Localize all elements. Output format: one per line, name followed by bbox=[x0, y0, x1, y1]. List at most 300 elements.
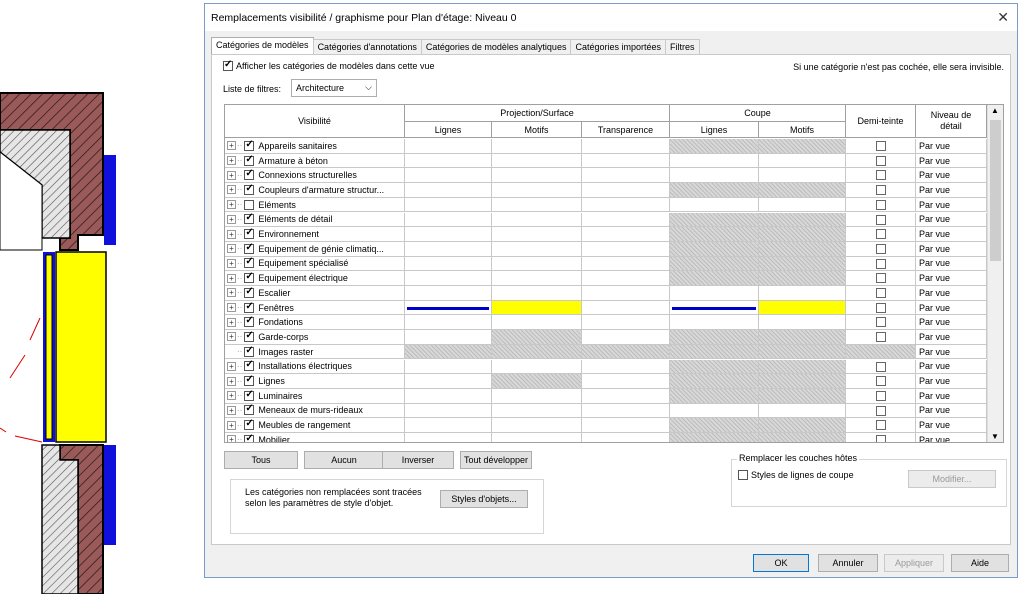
show-model-categories-checkbox[interactable] bbox=[223, 61, 434, 71]
expand-icon[interactable]: + bbox=[227, 215, 236, 224]
tab-imported-categories[interactable]: Catégories importées bbox=[570, 39, 666, 54]
tab-analytical-model-categories[interactable]: Catégories de modèles analytiques bbox=[421, 39, 572, 54]
cell-half[interactable] bbox=[846, 168, 916, 183]
cell-detail[interactable]: Par vue bbox=[916, 345, 987, 360]
visibility-checkbox[interactable] bbox=[244, 303, 254, 313]
header-proj-transparency: Transparence bbox=[582, 122, 670, 138]
cell-name bbox=[225, 139, 405, 154]
cell-cp[interactable] bbox=[759, 389, 846, 404]
expand-icon[interactable]: + bbox=[227, 171, 236, 180]
cell-detail[interactable]: Par vue bbox=[916, 330, 987, 345]
header-visibility[interactable]: Visibilité bbox=[225, 105, 405, 138]
cell-cl[interactable] bbox=[670, 418, 759, 433]
cell-pt[interactable] bbox=[582, 330, 670, 345]
cell-cp[interactable] bbox=[759, 286, 846, 301]
table-row[interactable] bbox=[225, 389, 987, 404]
cell-pt[interactable] bbox=[582, 433, 670, 443]
half-tone-checkbox[interactable] bbox=[876, 406, 886, 416]
visibility-checkbox[interactable] bbox=[244, 391, 254, 401]
half-tone-checkbox[interactable] bbox=[876, 141, 886, 151]
cell-pt[interactable] bbox=[582, 213, 670, 228]
cell-cp[interactable] bbox=[759, 418, 846, 433]
cell-pt[interactable] bbox=[582, 389, 670, 404]
cell-cl[interactable] bbox=[670, 213, 759, 228]
cell-cp[interactable] bbox=[759, 374, 846, 389]
category-name: Installations électriques bbox=[258, 361, 352, 372]
expand-icon[interactable]: + bbox=[227, 200, 236, 209]
table-row[interactable] bbox=[225, 139, 987, 154]
category-name: Luminaires bbox=[258, 390, 303, 401]
tree-connector: ·· bbox=[237, 361, 243, 371]
cell-name bbox=[225, 154, 405, 169]
cell-pp[interactable] bbox=[492, 374, 582, 389]
cell-pt[interactable] bbox=[582, 183, 670, 198]
cell-detail[interactable]: Par vue bbox=[916, 257, 987, 272]
vertical-scrollbar[interactable] bbox=[987, 105, 1003, 442]
visibility-checkbox[interactable] bbox=[244, 317, 254, 327]
cell-name bbox=[225, 404, 405, 419]
all-button[interactable]: Tous bbox=[224, 451, 298, 469]
object-styles-button[interactable]: Styles d'objets... bbox=[440, 490, 528, 508]
cell-half[interactable] bbox=[846, 286, 916, 301]
expand-icon[interactable]: + bbox=[227, 185, 236, 194]
cell-half[interactable] bbox=[846, 404, 916, 419]
cell-pp[interactable] bbox=[492, 139, 582, 154]
cell-cp[interactable] bbox=[759, 360, 846, 375]
cell-pt[interactable] bbox=[582, 301, 670, 316]
cell-cp[interactable] bbox=[759, 183, 846, 198]
table-row[interactable] bbox=[225, 330, 987, 345]
expand-icon[interactable]: + bbox=[227, 332, 236, 341]
category-name: Equipement de génie climatiq... bbox=[258, 243, 384, 254]
cell-cp[interactable] bbox=[759, 301, 846, 316]
cell-cp[interactable] bbox=[759, 154, 846, 169]
expand-icon[interactable]: + bbox=[227, 244, 236, 253]
cell-detail[interactable]: Par vue bbox=[916, 433, 987, 443]
cell-pl[interactable] bbox=[405, 271, 492, 286]
cell-pl[interactable] bbox=[405, 286, 492, 301]
close-icon[interactable]: ✕ bbox=[997, 9, 1009, 25]
hint-text: Si une catégorie n'est pas cochée, elle sera invisible. bbox=[793, 62, 1004, 72]
cell-pp[interactable] bbox=[492, 389, 582, 404]
tree-connector: ·· bbox=[237, 391, 243, 401]
tree-connector: ·· bbox=[237, 376, 243, 386]
cell-detail[interactable]: Par vue bbox=[916, 315, 987, 330]
table-row[interactable] bbox=[225, 360, 987, 375]
cut-line-styles-checkbox[interactable] bbox=[738, 470, 854, 480]
tab-annotation-categories[interactable]: Catégories d'annotations bbox=[313, 39, 422, 54]
cell-detail[interactable]: Par vue bbox=[916, 301, 987, 316]
cell-pl[interactable] bbox=[405, 227, 492, 242]
modify-button[interactable]: Modifier... bbox=[908, 470, 996, 488]
line-override-swatch bbox=[407, 307, 489, 310]
cell-cp[interactable] bbox=[759, 139, 846, 154]
cell-half[interactable] bbox=[846, 374, 916, 389]
table-row[interactable] bbox=[225, 227, 987, 242]
cell-cl[interactable] bbox=[670, 168, 759, 183]
cell-half[interactable] bbox=[846, 389, 916, 404]
table-row[interactable] bbox=[225, 242, 987, 257]
expand-icon[interactable]: + bbox=[227, 421, 236, 430]
half-tone-checkbox[interactable] bbox=[876, 200, 886, 210]
category-name: Eléments bbox=[258, 199, 296, 210]
cell-cl[interactable] bbox=[670, 315, 759, 330]
cell-pt[interactable] bbox=[582, 360, 670, 375]
cell-detail[interactable]: Par vue bbox=[916, 227, 987, 242]
cell-half[interactable] bbox=[846, 433, 916, 443]
table-row[interactable] bbox=[225, 345, 987, 360]
cell-cp[interactable] bbox=[759, 271, 846, 286]
none-button[interactable]: Aucun bbox=[304, 451, 384, 469]
half-tone-checkbox[interactable] bbox=[876, 259, 886, 269]
cell-detail[interactable]: Par vue bbox=[916, 286, 987, 301]
category-name: Images raster bbox=[258, 346, 314, 357]
cell-pl[interactable] bbox=[405, 330, 492, 345]
cell-detail[interactable]: Par vue bbox=[916, 139, 987, 154]
tree-connector: ·· bbox=[237, 317, 243, 327]
visibility-checkbox[interactable] bbox=[244, 229, 254, 239]
header-proj-patterns: Motifs bbox=[492, 122, 582, 138]
expand-icon[interactable]: + bbox=[227, 156, 236, 165]
cell-detail[interactable]: Par vue bbox=[916, 198, 987, 213]
cell-name bbox=[225, 183, 405, 198]
expand-icon[interactable]: + bbox=[227, 141, 236, 150]
cell-cl[interactable] bbox=[670, 345, 759, 360]
cell-cl[interactable] bbox=[670, 389, 759, 404]
visibility-checkbox[interactable] bbox=[244, 376, 254, 386]
visibility-checkbox[interactable] bbox=[244, 156, 254, 166]
cell-detail[interactable]: Par vue bbox=[916, 213, 987, 228]
cell-pl[interactable] bbox=[405, 257, 492, 272]
cell-pl[interactable] bbox=[405, 301, 492, 316]
cell-name bbox=[225, 418, 405, 433]
table-row[interactable] bbox=[225, 198, 987, 213]
visibility-checkbox[interactable] bbox=[244, 288, 254, 298]
nonreplaced-info-box bbox=[230, 479, 544, 534]
expand-icon[interactable]: + bbox=[227, 362, 236, 371]
cell-pt[interactable] bbox=[582, 154, 670, 169]
apply-button[interactable]: Appliquer bbox=[884, 554, 944, 572]
cell-half[interactable] bbox=[846, 418, 916, 433]
cell-half[interactable] bbox=[846, 315, 916, 330]
half-tone-checkbox[interactable] bbox=[876, 376, 886, 386]
cell-cp[interactable] bbox=[759, 257, 846, 272]
cell-pp[interactable] bbox=[492, 345, 582, 360]
half-tone-checkbox[interactable] bbox=[876, 156, 886, 166]
tree-connector: ·· bbox=[237, 288, 243, 298]
cell-pl[interactable] bbox=[405, 183, 492, 198]
cell-pl[interactable] bbox=[405, 154, 492, 169]
scroll-down-icon[interactable]: ▼ bbox=[991, 432, 999, 441]
cell-pp[interactable] bbox=[492, 286, 582, 301]
cell-cl[interactable] bbox=[670, 271, 759, 286]
tree-connector: ·· bbox=[237, 156, 243, 166]
cell-pp[interactable] bbox=[492, 257, 582, 272]
filter-list-dropdown[interactable] bbox=[291, 79, 377, 97]
expand-icon[interactable]: + bbox=[227, 318, 236, 327]
cell-pt[interactable] bbox=[582, 139, 670, 154]
cell-pl[interactable] bbox=[405, 360, 492, 375]
header-cut-patterns: Motifs bbox=[759, 122, 846, 138]
cell-pp[interactable] bbox=[492, 418, 582, 433]
category-name: Appareils sanitaires bbox=[258, 140, 337, 151]
table-row[interactable] bbox=[225, 404, 987, 419]
cell-pt[interactable] bbox=[582, 345, 670, 360]
table-row[interactable] bbox=[225, 168, 987, 183]
half-tone-checkbox[interactable] bbox=[876, 420, 886, 430]
expand-icon[interactable]: + bbox=[227, 391, 236, 400]
expand-icon[interactable]: + bbox=[227, 377, 236, 386]
cell-half[interactable] bbox=[846, 154, 916, 169]
tree-connector: ·· bbox=[237, 435, 243, 443]
cell-pt[interactable] bbox=[582, 227, 670, 242]
cell-cp[interactable] bbox=[759, 168, 846, 183]
cell-half[interactable] bbox=[846, 227, 916, 242]
cell-pl[interactable] bbox=[405, 418, 492, 433]
tab-filters[interactable]: Filtres bbox=[665, 39, 700, 54]
cell-pl[interactable] bbox=[405, 139, 492, 154]
cell-half[interactable] bbox=[846, 139, 916, 154]
half-tone-checkbox[interactable] bbox=[876, 244, 886, 254]
visibility-checkbox[interactable] bbox=[244, 214, 254, 224]
chevron-down-icon: ⌵ bbox=[365, 82, 372, 92]
cell-name bbox=[225, 301, 405, 316]
cell-pl[interactable] bbox=[405, 374, 492, 389]
cell-pt[interactable] bbox=[582, 242, 670, 257]
scroll-up-icon[interactable]: ▲ bbox=[991, 106, 999, 115]
cell-pp[interactable] bbox=[492, 154, 582, 169]
cell-pp[interactable] bbox=[492, 213, 582, 228]
cell-pp[interactable] bbox=[492, 433, 582, 443]
tree-connector: ·· bbox=[237, 405, 243, 415]
cell-pp[interactable] bbox=[492, 198, 582, 213]
cell-detail[interactable]: Par vue bbox=[916, 242, 987, 257]
help-button[interactable]: Aide bbox=[951, 554, 1009, 572]
cell-cl[interactable] bbox=[670, 433, 759, 443]
cell-pl[interactable] bbox=[405, 213, 492, 228]
cell-pl[interactable] bbox=[405, 433, 492, 443]
cell-name bbox=[225, 242, 405, 257]
cell-cl[interactable] bbox=[670, 154, 759, 169]
cell-detail[interactable]: Par vue bbox=[916, 360, 987, 375]
half-tone-checkbox[interactable] bbox=[876, 229, 886, 239]
table-row[interactable] bbox=[225, 213, 987, 228]
cell-detail[interactable]: Par vue bbox=[916, 154, 987, 169]
cell-detail[interactable]: Par vue bbox=[916, 374, 987, 389]
tree-connector: ·· bbox=[237, 185, 243, 195]
half-tone-checkbox[interactable] bbox=[876, 288, 886, 298]
visibility-checkbox[interactable] bbox=[244, 347, 254, 357]
table-row[interactable] bbox=[225, 257, 987, 272]
invert-button[interactable]: Inverser bbox=[382, 451, 454, 469]
cell-pt[interactable] bbox=[582, 168, 670, 183]
tab-panel bbox=[211, 54, 1011, 545]
half-tone-checkbox[interactable] bbox=[876, 435, 886, 443]
cell-half[interactable] bbox=[846, 345, 916, 360]
cell-pt[interactable] bbox=[582, 418, 670, 433]
cell-half[interactable] bbox=[846, 213, 916, 228]
visibility-checkbox[interactable] bbox=[244, 332, 254, 342]
expand-icon[interactable]: + bbox=[227, 288, 236, 297]
ok-button[interactable]: OK bbox=[753, 554, 809, 572]
tree-connector: ·· bbox=[237, 141, 243, 151]
half-tone-checkbox[interactable] bbox=[876, 215, 886, 225]
table-row[interactable] bbox=[225, 433, 987, 443]
cell-cl[interactable] bbox=[670, 301, 759, 316]
table-row[interactable] bbox=[225, 301, 987, 316]
cell-half[interactable] bbox=[846, 271, 916, 286]
cell-detail[interactable]: Par vue bbox=[916, 183, 987, 198]
visibility-checkbox[interactable] bbox=[244, 361, 254, 371]
visibility-checkbox[interactable] bbox=[244, 244, 254, 254]
cell-half[interactable] bbox=[846, 360, 916, 375]
visibility-checkbox[interactable] bbox=[244, 170, 254, 180]
cell-name bbox=[225, 257, 405, 272]
cancel-button[interactable]: Annuler bbox=[818, 554, 878, 572]
category-name: Armature à béton bbox=[258, 155, 328, 166]
visibility-checkbox[interactable] bbox=[244, 185, 254, 195]
cell-pl[interactable] bbox=[405, 168, 492, 183]
cell-detail[interactable]: Par vue bbox=[916, 168, 987, 183]
cell-name bbox=[225, 315, 405, 330]
scroll-thumb[interactable] bbox=[990, 120, 1001, 261]
half-tone-checkbox[interactable] bbox=[876, 303, 886, 313]
cell-pp[interactable] bbox=[492, 183, 582, 198]
cell-cp[interactable] bbox=[759, 345, 846, 360]
cell-pp[interactable] bbox=[492, 315, 582, 330]
expand-icon[interactable]: + bbox=[227, 259, 236, 268]
tree-connector: ·· bbox=[237, 170, 243, 180]
checkbox-icon[interactable] bbox=[223, 61, 233, 71]
category-name: Escalier bbox=[258, 287, 291, 298]
half-tone-checkbox[interactable] bbox=[876, 185, 886, 195]
cell-cl[interactable] bbox=[670, 183, 759, 198]
cell-cl[interactable] bbox=[670, 404, 759, 419]
visibility-checkbox[interactable] bbox=[244, 200, 254, 210]
visibility-checkbox[interactable] bbox=[244, 435, 254, 443]
cell-pt[interactable] bbox=[582, 404, 670, 419]
cell-half[interactable] bbox=[846, 183, 916, 198]
cell-cl[interactable] bbox=[670, 374, 759, 389]
table-row[interactable] bbox=[225, 183, 987, 198]
cell-pp[interactable] bbox=[492, 271, 582, 286]
half-tone-checkbox[interactable] bbox=[876, 317, 886, 327]
tab-bar bbox=[211, 39, 699, 54]
category-name: Meneaux de murs-rideaux bbox=[258, 405, 363, 416]
cell-pl[interactable] bbox=[405, 404, 492, 419]
cell-cl[interactable] bbox=[670, 360, 759, 375]
checkbox-icon[interactable] bbox=[738, 470, 748, 480]
cell-cl[interactable] bbox=[670, 257, 759, 272]
expand-icon[interactable]: + bbox=[227, 230, 236, 239]
cell-name bbox=[225, 227, 405, 242]
tree-connector: ·· bbox=[237, 244, 243, 254]
cell-half[interactable] bbox=[846, 198, 916, 213]
cell-cp[interactable] bbox=[759, 404, 846, 419]
cell-detail[interactable]: Par vue bbox=[916, 389, 987, 404]
cell-pp[interactable] bbox=[492, 301, 582, 316]
expand-all-button[interactable]: Tout développer bbox=[460, 451, 532, 469]
table-row[interactable] bbox=[225, 154, 987, 169]
cell-cp[interactable] bbox=[759, 315, 846, 330]
cell-detail[interactable]: Par vue bbox=[916, 271, 987, 286]
cell-cl[interactable] bbox=[670, 198, 759, 213]
cell-pp[interactable] bbox=[492, 360, 582, 375]
cell-pt[interactable] bbox=[582, 374, 670, 389]
cell-detail[interactable]: Par vue bbox=[916, 404, 987, 419]
half-tone-checkbox[interactable] bbox=[876, 170, 886, 180]
table-row[interactable] bbox=[225, 286, 987, 301]
visibility-checkbox[interactable] bbox=[244, 141, 254, 151]
half-tone-checkbox[interactable] bbox=[876, 391, 886, 401]
cell-half[interactable] bbox=[846, 242, 916, 257]
cell-half[interactable] bbox=[846, 330, 916, 345]
cell-half[interactable] bbox=[846, 301, 916, 316]
cell-cp[interactable] bbox=[759, 213, 846, 228]
visibility-checkbox[interactable] bbox=[244, 258, 254, 268]
expand-icon[interactable]: + bbox=[227, 274, 236, 283]
cell-pl[interactable] bbox=[405, 345, 492, 360]
cell-pt[interactable] bbox=[582, 198, 670, 213]
cell-pt[interactable] bbox=[582, 271, 670, 286]
cell-cp[interactable] bbox=[759, 242, 846, 257]
half-tone-checkbox[interactable] bbox=[876, 332, 886, 342]
expand-icon[interactable]: + bbox=[227, 303, 236, 312]
cell-pp[interactable] bbox=[492, 330, 582, 345]
host-layers-legend: Remplacer les couches hôtes bbox=[739, 453, 858, 463]
cell-detail[interactable]: Par vue bbox=[916, 418, 987, 433]
cell-pp[interactable] bbox=[492, 242, 582, 257]
category-name: Fondations bbox=[258, 317, 303, 328]
cell-pp[interactable] bbox=[492, 227, 582, 242]
tree-connector: ·· bbox=[237, 303, 243, 313]
cell-pl[interactable] bbox=[405, 389, 492, 404]
visibility-checkbox[interactable] bbox=[244, 420, 254, 430]
category-name: Environnement bbox=[258, 229, 319, 240]
cell-pt[interactable] bbox=[582, 257, 670, 272]
cell-cl[interactable] bbox=[670, 227, 759, 242]
table-row[interactable] bbox=[225, 315, 987, 330]
visibility-checkbox[interactable] bbox=[244, 405, 254, 415]
visibility-checkbox[interactable] bbox=[244, 273, 254, 283]
table-row[interactable] bbox=[225, 418, 987, 433]
cell-pl[interactable] bbox=[405, 242, 492, 257]
cell-cl[interactable] bbox=[670, 139, 759, 154]
cell-cp[interactable] bbox=[759, 433, 846, 443]
cell-cp[interactable] bbox=[759, 330, 846, 345]
cell-pp[interactable] bbox=[492, 404, 582, 419]
tab-model-categories[interactable]: Catégories de modèles bbox=[211, 37, 314, 54]
table-row[interactable] bbox=[225, 271, 987, 286]
header-cut-lines: Lignes bbox=[670, 122, 759, 138]
table-row[interactable] bbox=[225, 374, 987, 389]
cell-cl[interactable] bbox=[670, 286, 759, 301]
cell-cl[interactable] bbox=[670, 242, 759, 257]
expand-icon[interactable]: + bbox=[227, 406, 236, 415]
half-tone-checkbox[interactable] bbox=[876, 273, 886, 283]
cell-pp[interactable] bbox=[492, 168, 582, 183]
expand-icon[interactable]: + bbox=[227, 435, 236, 443]
cell-cp[interactable] bbox=[759, 227, 846, 242]
cell-pt[interactable] bbox=[582, 286, 670, 301]
half-tone-checkbox[interactable] bbox=[876, 362, 886, 372]
cell-half[interactable] bbox=[846, 257, 916, 272]
cell-pt[interactable] bbox=[582, 315, 670, 330]
cell-pl[interactable] bbox=[405, 198, 492, 213]
cell-cp[interactable] bbox=[759, 198, 846, 213]
cell-pl[interactable] bbox=[405, 315, 492, 330]
cell-cl[interactable] bbox=[670, 330, 759, 345]
